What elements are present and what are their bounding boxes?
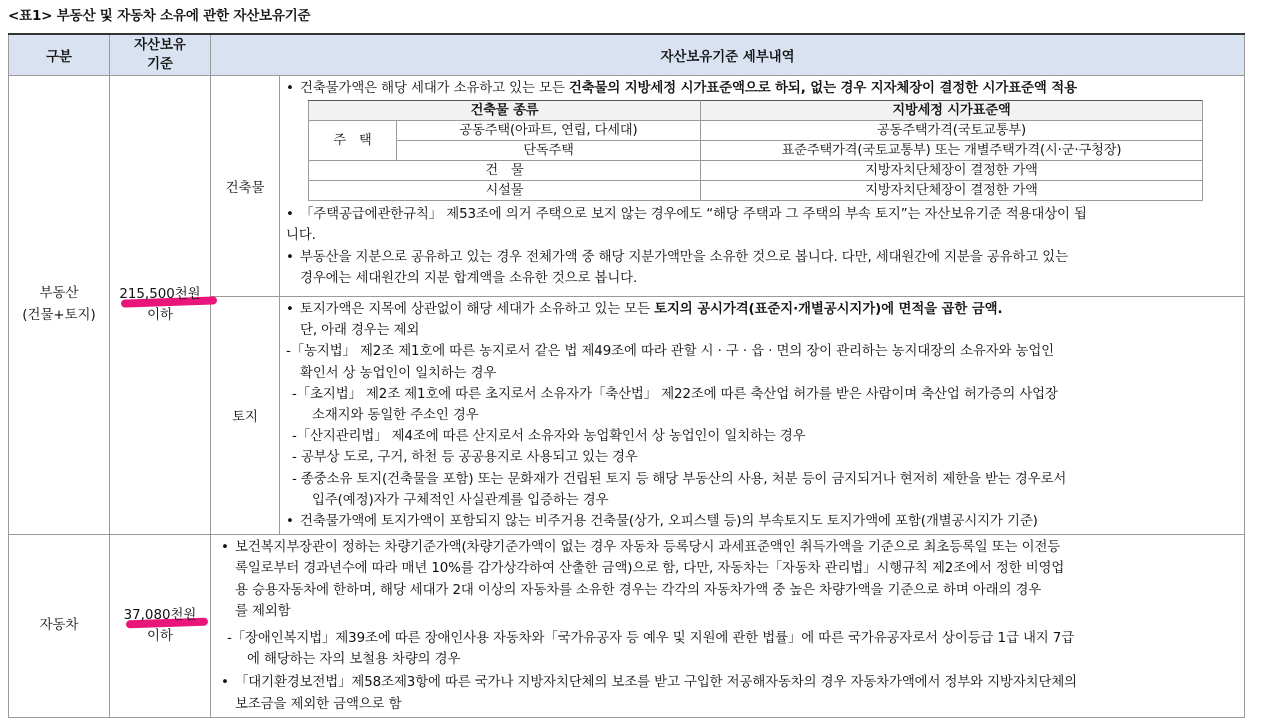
- criterion-real-estate: [110, 76, 211, 535]
- land-details: [280, 297, 1245, 535]
- vehicle-sub-item: -「장애인복지법」제39조에 따른 장애인사용 자동차와「국가유공자 등 예우 및 지원에 관한 법률」에 따른 국가유공자로서 상이등급 1급 내지 7급: [227, 631, 1075, 647]
- subcategory-land: 토지: [211, 297, 280, 535]
- table-header-row: [9, 34, 1245, 76]
- criterion-real-estate-value: 215,500천원: [119, 287, 201, 303]
- building-bullet-2: • 「주택공급에관한규칙」 제53조에 의거 주택으로 보지 않는 경우에도 “해당 주택과 그 주택의 부속 토지”는 자산보유기준 적용대상이 됩: [286, 204, 1236, 225]
- building-bullet-2-cont: 니다.: [286, 228, 316, 244]
- land-exception-3: -「산지관리법」 제4조에 따른 산지로서 소유자와 농업확인서 상 농업인이 일치하는 경우: [292, 429, 806, 445]
- criterion-vehicle: [110, 535, 211, 718]
- vehicle-sub-item-cont: 에 해당하는 자의 보철용 차량의 경우: [247, 652, 461, 668]
- inner-type-cell: 시설물: [309, 181, 701, 201]
- category-real-estate: [9, 76, 110, 535]
- criterion-vehicle-suffix: 이하: [147, 629, 173, 645]
- inner-value-cell: 공동주택가격(국토교통부): [701, 121, 1203, 141]
- land-exception-5: - 종중소유 토지(건축물을 포함) 또는 문화재가 건립된 토지 등 해당 부동산의 사용, 처분 등이 금지되거나 현저히 제한을 받는 경우로서: [292, 471, 1067, 487]
- category-real-estate-line2: (건물+토지): [22, 308, 96, 324]
- bullet-icon: •: [286, 81, 294, 96]
- inner-row: [309, 181, 1203, 201]
- bullet-icon: •: [221, 540, 229, 556]
- bullet-icon: •: [221, 675, 229, 691]
- inner-header-row: [309, 101, 1203, 121]
- land-bullet-1-cont: 단, 아래 경우는 제외: [300, 323, 420, 339]
- building-bullet-1: • 건축물가액은 해당 세대가 소유하고 있는 모든 건축물의 지방세정 시가표준액으로 하되, 없는 경우 지자체장이 결정한 시가표준액 적용: [286, 78, 1236, 99]
- inner-value-cell: 표준주택가격(국토교통부) 또는 개별주택가격(시·군·구청장): [701, 141, 1203, 161]
- vehicle-bullet-1-line2: 록일로부터 경과년수에 따라 매년 10%를 감가상각하여 산출한 금액)으로 함, 다만, 자동차는「자동차 관리법」시행규칙 제2조에서 정한 비영업: [235, 561, 1065, 577]
- inner-row: [309, 161, 1203, 181]
- criterion-vehicle-value: 37,080천원: [123, 608, 197, 624]
- table-row-vehicle: [9, 535, 1245, 718]
- building-bullet-3: • 부동산을 지분으로 공유하고 있는 경우 전체가액 중 해당 지분가액만을 소유한 것으로 봅니다. 다만, 세대원간에 지분을 공유하고 있는: [286, 247, 1236, 268]
- inner-row: [309, 141, 1203, 161]
- header-criterion-line1: 자산보유: [134, 38, 186, 53]
- land-exception-1-cont: 확인서 상 농업인이 일치하는 경우: [300, 365, 497, 381]
- bullet-icon: •: [286, 302, 294, 317]
- header-category: 구분: [9, 34, 110, 76]
- land-bullet-last: • 건축물가액에 토지가액이 포함되지 않는 비주거용 건축물(상가, 오피스텔 등)의 부속토지도 토지가액에 포함(개별공시지가 기준): [286, 511, 1236, 532]
- vehicle-bullet-1-line4: 를 제외함: [235, 603, 291, 619]
- bullet-icon: •: [286, 207, 294, 223]
- inner-value-cell: 지방자치단체장이 결정한 가액: [701, 161, 1203, 181]
- land-bullet-1: • 토지가액은 지목에 상관없이 해당 세대가 소유하고 있는 모든 토지의 공시가격(표준지·개별공시지가)에 면적을 곱한 금액.: [286, 299, 1236, 320]
- inner-housing-label: 주 택: [309, 121, 397, 161]
- building-bullet-3-cont: 경우에는 세대원간의 지분 합계액을 소유한 것으로 봅니다.: [300, 270, 638, 286]
- criterion-real-estate-suffix: 이하: [147, 308, 173, 324]
- vehicle-bullet-2-cont: 보조금을 제외한 금액으로 함: [235, 696, 402, 712]
- bullet-icon: •: [286, 514, 294, 530]
- inner-type-cell: 공동주택(아파트, 연립, 다세대): [397, 121, 701, 141]
- inner-value-cell: 지방자치단체장이 결정한 가액: [701, 181, 1203, 201]
- header-criterion: [110, 34, 211, 76]
- category-real-estate-line1: 부동산: [39, 286, 79, 302]
- vehicle-bullet-2: • 「대기환경보전법」제58조제3항에 따른 국가나 지방자치단체의 보조를 받고 구입한 저공해자동차의 경우 자동차가액에서 정부와 지방자치단체의: [221, 672, 1236, 693]
- inner-type-cell: 단독주택: [397, 141, 701, 161]
- inner-type-cell: 건 물: [309, 161, 701, 181]
- land-exception-1: -「농지법」 제2조 제1호에 따른 농지로서 같은 법 제49조에 따라 관할 시 · 구 · 읍 · 면의 장이 관리하는 농지대장의 소유자와 농업인: [286, 344, 1055, 360]
- inner-header-type: 건축물 종류: [309, 101, 701, 121]
- land-exception-2: -「초지법」 제2조 제1호에 따른 초지로서 소유자가「축산법」 제22조에 따른 축산업 허가를 받은 사람이며 축산업 허가증의 사업장: [292, 386, 1058, 402]
- building-details: [280, 76, 1245, 297]
- land-exception-5-cont: 입주(예정)자가 구체적인 사실관계를 입증하는 경우: [312, 492, 609, 508]
- vehicle-bullet-1: • 보건복지부장관이 정하는 차량기준가액(차량기준가액이 없는 경우 자동차 등록당시 과세표준액인 취득가액을 기준으로 최초등록일 또는 이전등: [221, 537, 1236, 558]
- land-exception-2-cont: 소재지와 동일한 주소인 경우: [312, 408, 479, 424]
- vehicle-details: [211, 535, 1245, 718]
- header-details: 자산보유기준 세부내역: [211, 34, 1245, 76]
- asset-criteria-table: [8, 33, 1245, 718]
- inner-header-value: 지방세정 시가표준액: [701, 101, 1203, 121]
- table-caption: <표1> 부동산 및 자동차 소유에 관한 자산보유기준: [8, 8, 311, 24]
- building-type-table: [308, 100, 1203, 201]
- land-exception-4: - 공부상 도로, 구거, 하천 등 공공용지로 사용되고 있는 경우: [292, 450, 638, 466]
- bullet-icon: •: [286, 249, 294, 265]
- table-row-building: [9, 76, 1245, 297]
- header-criterion-line2: 기준: [147, 57, 173, 72]
- subcategory-building: 건축물: [211, 76, 280, 297]
- inner-row: [309, 121, 1203, 141]
- category-vehicle: 자동차: [9, 535, 110, 718]
- vehicle-bullet-1-line3: 용 승용자동차에 한하며, 해당 세대가 2대 이상의 자동차를 소유한 경우는 각각의 자동차가액 중 높은 차량가액을 기준으로 하며 아래의 경우: [235, 582, 1042, 598]
